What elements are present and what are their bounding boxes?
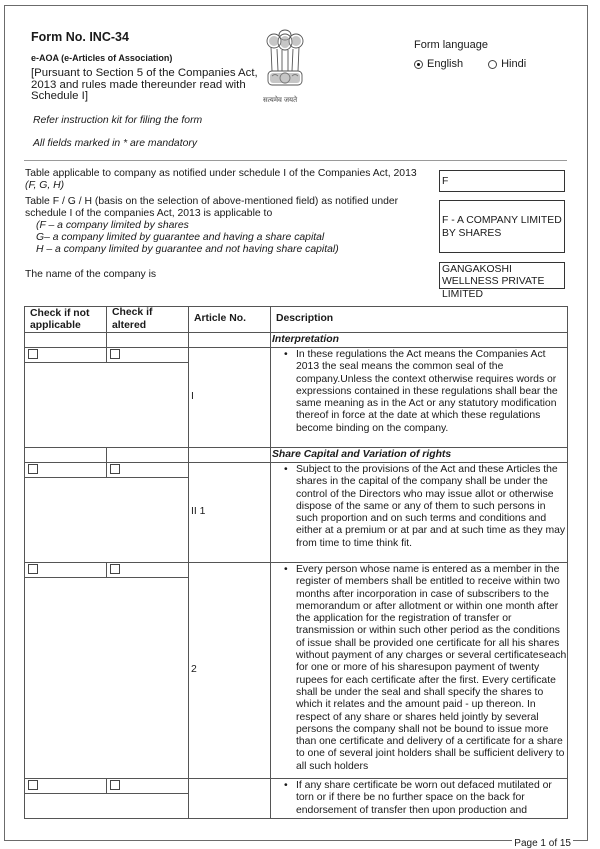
section-spacer bbox=[25, 333, 107, 348]
instruction-kit-note: Refer instruction kit for filing the form bbox=[33, 115, 203, 126]
not-applicable-cell bbox=[25, 463, 107, 478]
emblem-caption: सत्यमेव जयते bbox=[263, 97, 298, 104]
radio-selected-icon[interactable] bbox=[414, 60, 423, 69]
altered-checkbox[interactable] bbox=[110, 349, 120, 359]
section-spacer bbox=[189, 333, 271, 348]
radio-english[interactable] bbox=[414, 58, 463, 70]
altered-cell bbox=[107, 779, 189, 794]
table-applicable-label: Table applicable to company as notified under schedule I of the Companies Act, 2013 bbox=[25, 168, 417, 179]
table-applicable-question bbox=[25, 168, 435, 192]
table-header-row bbox=[25, 307, 568, 333]
radio-hindi[interactable] bbox=[488, 58, 526, 70]
national-emblem-icon bbox=[262, 27, 308, 105]
altered-checkbox[interactable] bbox=[110, 780, 120, 790]
table-option-f: (F – a company limited by shares bbox=[36, 220, 189, 231]
article-number bbox=[189, 779, 271, 819]
table-description-field[interactable]: F - A COMPANY LIMITED BY SHARES bbox=[439, 200, 565, 253]
not-applicable-checkbox[interactable] bbox=[28, 780, 38, 790]
section-spacer bbox=[189, 448, 271, 463]
article-description-cell bbox=[271, 779, 568, 819]
form-language-radio-group bbox=[414, 58, 526, 70]
header-not-applicable: Check if not applicable bbox=[25, 307, 107, 333]
section-title: Interpretation bbox=[271, 333, 568, 348]
table-applicable-field[interactable]: F bbox=[439, 170, 565, 192]
section-row bbox=[25, 448, 568, 463]
company-name-label: The name of the company is bbox=[25, 269, 157, 280]
header-divider bbox=[24, 160, 567, 161]
mandatory-fields-note: All fields marked in * are mandatory bbox=[33, 138, 198, 149]
article-number: I bbox=[189, 348, 271, 448]
table-row bbox=[25, 348, 568, 363]
article-description: • Every person whose name is entered as a member in the register of members shall be entitled to receive within two months after incorporation in case of subscribers to the memorandum or after allotment or within one month after the application for the registration of transfer or transmission or within such other period as the conditions of issue shall be provided one certificate for all his shares without payment of any charges or several certificateseach for one or more of his sharesupon payment of twenty rupees for each certificate after the first. Every certificate shall be under the seal and shall specify the shares to which it relates and the amount paid - up thereon. In respect of any share or shares held jointly by several persons the company shall not be bound to issue more than one certificate and delivery of a certificate for a share to one of several joint holders shall be sufficient delivery to all such holders bbox=[296, 564, 567, 773]
radio-hindi-label: Hindi bbox=[501, 58, 527, 70]
not-applicable-checkbox[interactable] bbox=[28, 464, 38, 474]
form-subtitle: e-AOA (e-Articles of Association) bbox=[31, 53, 173, 63]
article-number: II 1 bbox=[189, 463, 271, 563]
filler-cell bbox=[25, 363, 189, 448]
table-row bbox=[25, 563, 568, 578]
article-description-cell bbox=[271, 563, 568, 779]
section-spacer bbox=[107, 448, 189, 463]
table-description-label: Table F / G / H (basis on the selection of above-mentioned field) as notified under schedule I of the companies Act, 2013 is applicable to bbox=[25, 196, 399, 219]
table-row bbox=[25, 779, 568, 794]
radio-unselected-icon[interactable] bbox=[488, 60, 497, 69]
not-applicable-cell bbox=[25, 348, 107, 363]
section-spacer bbox=[25, 448, 107, 463]
not-applicable-checkbox[interactable] bbox=[28, 349, 38, 359]
articles-table bbox=[24, 306, 568, 819]
altered-cell bbox=[107, 463, 189, 478]
form-number: Form No. INC-34 bbox=[31, 30, 129, 44]
section-spacer bbox=[107, 333, 189, 348]
not-applicable-cell bbox=[25, 779, 107, 794]
not-applicable-cell bbox=[25, 563, 107, 578]
page-indicator: Page 1 of 15 bbox=[514, 838, 571, 849]
table-option-g: G– a company limited by guarantee and having a share capital bbox=[36, 232, 325, 243]
section-row bbox=[25, 333, 568, 348]
article-description-cell bbox=[271, 348, 568, 448]
filler-cell bbox=[25, 794, 189, 819]
form-language-label: Form language bbox=[414, 39, 488, 51]
header-altered: Check if altered bbox=[107, 307, 189, 333]
article-description: • In these regulations the Act means the Companies Act 2013 the seal means the common seal of the company.Unless the context otherwise requires words or expressions contained in these regulations shall bear the same meaning as in the Act or any statutory modification thereof in force at the date at which these regulations become binding on the company. bbox=[296, 349, 567, 435]
pursuant-note: [Pursuant to Section 5 of the Companies Act, 2013 and rules made thereunder read with Schedule I] bbox=[31, 67, 258, 103]
table-option-h: H – a company limited by guarantee and not having share capital) bbox=[36, 244, 339, 255]
not-applicable-checkbox[interactable] bbox=[28, 564, 38, 574]
header-description: Description bbox=[271, 307, 568, 333]
altered-checkbox[interactable] bbox=[110, 464, 120, 474]
header-article-no: Article No. bbox=[189, 307, 271, 333]
table-applicable-hint: (F, G, H) bbox=[25, 180, 65, 191]
altered-cell bbox=[107, 563, 189, 578]
article-description: • If any share certificate be worn out defaced mutilated or torn or if there be no further space on the back for endorsement of transfer then upon production and bbox=[296, 780, 567, 817]
company-name-field[interactable]: GANGAKOSHI WELLNESS PRIVATE LIMITED bbox=[439, 262, 565, 289]
article-description-cell bbox=[271, 463, 568, 563]
radio-english-label: English bbox=[427, 58, 464, 70]
filler-cell bbox=[25, 478, 189, 563]
filler-cell bbox=[25, 578, 189, 779]
article-description: • Subject to the provisions of the Act and these Articles the shares in the capital of the company shall be under the control of the Directors who may issue allot or otherwise dispose of the same or any of them to such persons in such proportion and on such terms and conditions and either at a premium or at par and at such time as they may from time to time think fit. bbox=[296, 464, 567, 550]
table-description-question bbox=[25, 196, 435, 256]
altered-cell bbox=[107, 348, 189, 363]
table-row bbox=[25, 463, 568, 478]
article-number: 2 bbox=[189, 563, 271, 779]
altered-checkbox[interactable] bbox=[110, 564, 120, 574]
section-title: Share Capital and Variation of rights bbox=[271, 448, 568, 463]
